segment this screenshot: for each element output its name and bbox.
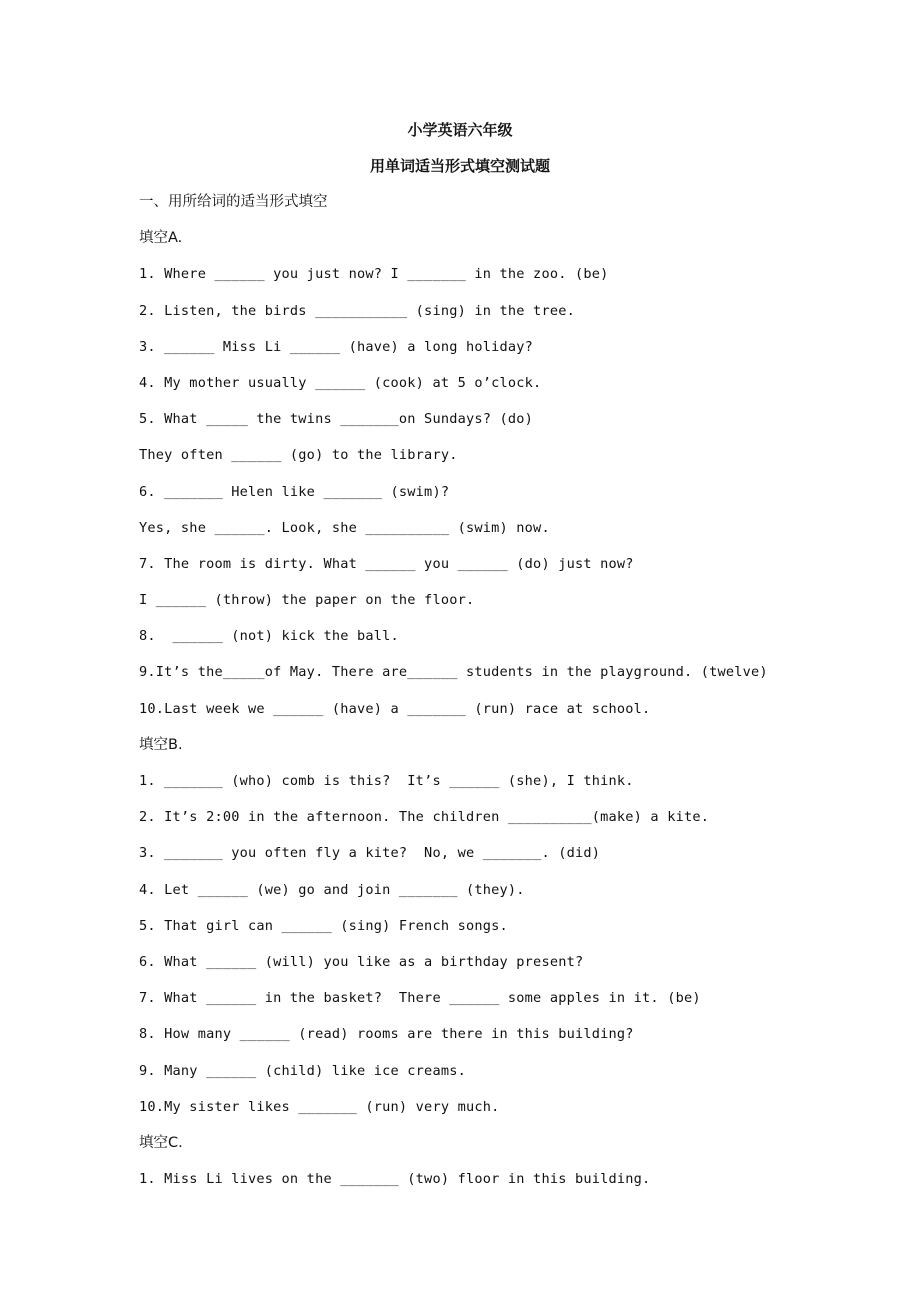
exercise-line: 7. What ______ in the basket? There ______ some apples in it. (be): [139, 990, 701, 1007]
exercise-line: 1. Miss Li lives on the _______ (two) floor in this building.: [139, 1171, 651, 1188]
exercise-line: 3. _______ you often fly a kite? No, we _______. (did): [139, 845, 601, 862]
exercise-line: 3. ______ Miss Li ______ (have) a long holiday?: [139, 338, 534, 355]
exercise-line: 5. What _____ the twins _______on Sundays? (do): [139, 411, 534, 428]
exercise-line: 1. Where ______ you just now? I _______ in the zoo. (be): [139, 266, 609, 283]
document-title: 小学英语六年级: [407, 121, 513, 139]
exercise-line: 7. The room is dirty. What ______ you ______ (do) just now?: [139, 555, 634, 572]
exercise-line: 8. How many ______ (read) rooms are there in this building?: [139, 1026, 634, 1043]
exercise-line: 8. ______ (not) kick the ball.: [139, 628, 399, 645]
exercise-line: 6. What ______ (will) you like as a birthday present?: [139, 953, 584, 970]
section-heading: 一、用所给词的适当形式填空: [139, 194, 328, 210]
exercise-line: 5. That girl can ______ (sing) French songs.: [139, 917, 508, 934]
exercise-line: 6. _______ Helen like _______ (swim)?: [139, 483, 450, 500]
exercise-line: 2. It’s 2:00 in the afternoon. The children __________(make) a kite.: [139, 809, 710, 826]
exercise-line: 10.Last week we ______ (have) a _______ (run) race at school.: [139, 700, 651, 717]
exercise-line: I ______ (throw) the paper on the floor.: [139, 592, 475, 609]
exercise-line: 4. My mother usually ______ (cook) at 5 o’clock.: [139, 374, 542, 391]
part-b-heading: 填空B.: [139, 736, 183, 753]
exercise-line: 1. _______ (who) comb is this? It’s ______ (she), I think.: [139, 773, 634, 789]
exercise-line: 10.My sister likes _______ (run) very much.: [139, 1098, 500, 1115]
part-c-heading: 填空C.: [139, 1134, 183, 1151]
exercise-line: 9.It’s the_____of May. There are______ students in the playground. (twelve): [139, 664, 768, 681]
exercise-line: 2. Listen, the birds ___________ (sing) in the tree.: [139, 302, 575, 319]
exercise-line: They often ______ (go) to the library.: [139, 447, 458, 464]
exercise-line: 4. Let ______ (we) go and join _______ (they).: [139, 881, 525, 898]
exercise-line: 9. Many ______ (child) like ice creams.: [139, 1062, 466, 1079]
part-a-heading: 填空A.: [139, 230, 183, 247]
document-subtitle: 用单词适当形式填空测试题: [369, 157, 550, 175]
exercise-lines: [139, 192, 899, 1205]
exercise-line: Yes, she ______. Look, she __________ (swim) now.: [139, 519, 550, 536]
